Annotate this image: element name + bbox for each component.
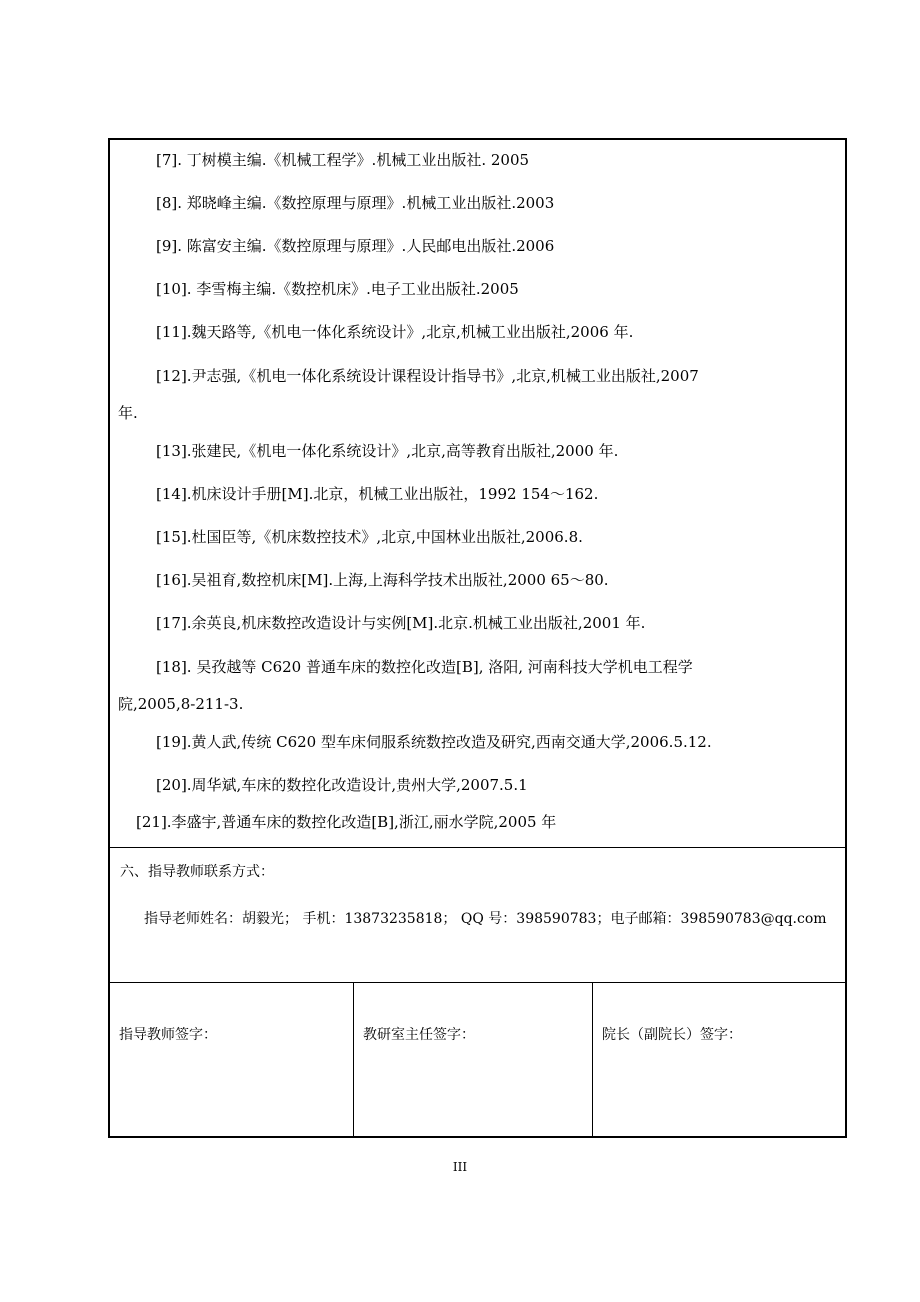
reference-text: [21].李盛宇,普通车床的数控化改造[B],浙江,丽水学院,2005 年 bbox=[136, 813, 557, 831]
reference-item-10 bbox=[118, 279, 840, 299]
reference-item-8 bbox=[118, 193, 840, 213]
reference-item-17 bbox=[118, 613, 840, 633]
reference-item-19 bbox=[118, 732, 840, 752]
director-signature-label: 教研室主任签字： bbox=[363, 1027, 475, 1043]
reference-continuation: 年. bbox=[118, 404, 138, 422]
thesis-form-table bbox=[108, 138, 847, 1138]
reference-text: [16].吴祖育,数控机床[M].上海,上海科学技术出版社,2000 65～80. bbox=[156, 571, 609, 589]
advisor-contact-info: 指导老师姓名：胡毅光； 手机：13873235818； QQ 号：398590783；电子邮箱：398590783@qq.com bbox=[144, 911, 827, 927]
reference-text: [11].魏天路等,《机电一体化系统设计》,北京,机械工业出版社,2006 年. bbox=[156, 323, 634, 341]
reference-item-9 bbox=[118, 236, 840, 256]
reference-text: [10]. 李雪梅主编.《数控机床》.电子工业出版社.2005 bbox=[156, 280, 519, 298]
director-signature-cell bbox=[354, 983, 593, 1136]
reference-item-12 bbox=[118, 366, 840, 422]
reference-text: [20].周华斌,车床的数控化改造设计,贵州大学,2007.5.1 bbox=[156, 776, 528, 794]
reference-text: [12].尹志强,《机电一体化系统设计课程设计指导书》,北京,机械工业出版社,2007 bbox=[156, 367, 699, 385]
reference-item-15 bbox=[118, 527, 840, 547]
reference-item-20 bbox=[118, 775, 840, 795]
reference-text: [15].杜国臣等,《机床数控技术》,北京,中国林业出版社,2006.8. bbox=[156, 528, 583, 546]
reference-text: [9]. 陈富安主编.《数控原理与原理》.人民邮电出版社.2006 bbox=[156, 237, 555, 255]
advisor-signature-cell bbox=[110, 983, 354, 1136]
dean-signature-cell bbox=[593, 983, 845, 1136]
reference-item-21 bbox=[136, 812, 858, 832]
advisor-signature-label: 指导教师签字： bbox=[119, 1027, 217, 1043]
reference-text: [7]. 丁树模主编.《机械工程学》.机械工业出版社. 2005 bbox=[156, 151, 530, 169]
dean-signature-label: 院长（副院长）签字： bbox=[602, 1027, 742, 1043]
reference-text: [19].黄人武,传统 C620 型车床伺服系统数控改造及研究,西南交通大学,2006.5.12. bbox=[156, 733, 712, 751]
reference-text: [18]. 吴孜越等 C620 普通车床的数控化改造[B], 洛阳, 河南科技大学机电工程学 bbox=[156, 658, 693, 676]
reference-item-13 bbox=[118, 441, 840, 461]
reference-item-11 bbox=[118, 322, 840, 342]
contact-section-title: 六、指导教师联系方式： bbox=[120, 864, 274, 880]
reference-text: [14].机床设计手册[M].北京，机械工业出版社，1992 154～162. bbox=[156, 485, 599, 503]
signature-row bbox=[110, 983, 845, 1136]
reference-item-18 bbox=[118, 657, 840, 713]
references-section bbox=[110, 140, 845, 848]
reference-item-16 bbox=[118, 570, 840, 590]
reference-text: [13].张建民,《机电一体化系统设计》,北京,高等教育出版社,2000 年. bbox=[156, 442, 619, 460]
page-number: III bbox=[452, 1160, 468, 1174]
reference-text: [8]. 郑晓峰主编.《数控原理与原理》.机械工业出版社.2003 bbox=[156, 194, 555, 212]
reference-continuation: 院,2005,8-211-3. bbox=[118, 695, 244, 713]
reference-item-7 bbox=[118, 150, 840, 170]
reference-text: [17].余英良,机床数控改造设计与实例[M].北京.机械工业出版社,2001 年. bbox=[156, 614, 646, 632]
advisor-contact-section bbox=[110, 848, 845, 983]
reference-item-14 bbox=[118, 484, 840, 504]
